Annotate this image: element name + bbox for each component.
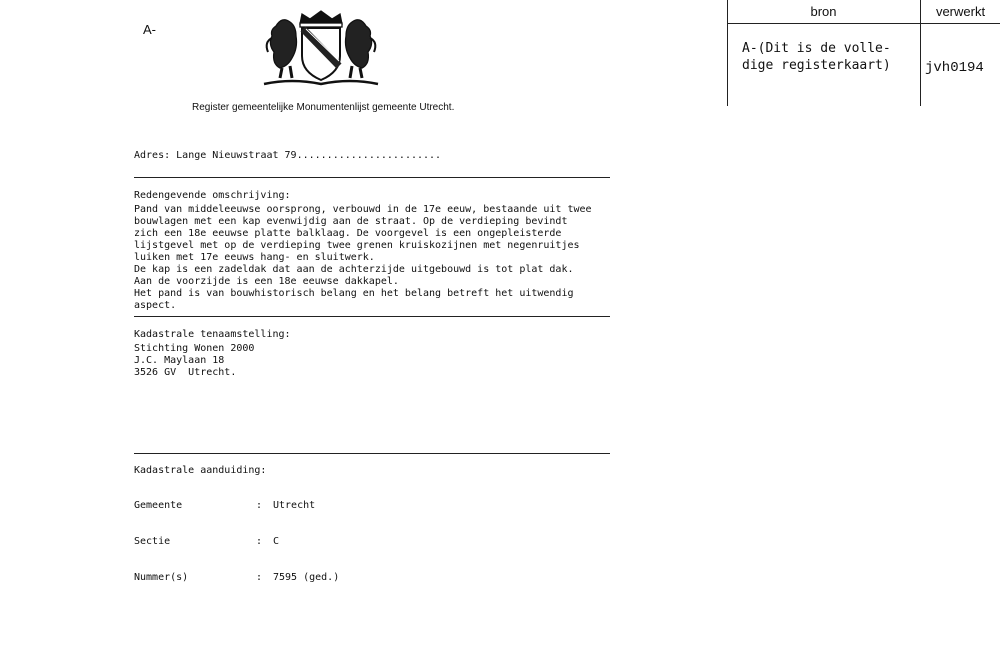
aanduiding-label: Nummer(s)	[134, 572, 189, 583]
bron-line: A-(Dit is de volle-	[742, 41, 891, 56]
adres-dots: ........................	[296, 150, 442, 161]
aanduiding-colon: :	[256, 536, 263, 547]
tenaamstelling-line: Stichting Wonen 2000	[134, 343, 255, 354]
omschrijving-line: luiken met 17e eeuws hang- en sluitwerk.	[134, 252, 375, 263]
omschrijving-line: De kap is een zadeldak dat aan de achterzijde uitgebouwd is tot plat dak.	[134, 264, 574, 275]
omschrijving-line: Pand van middeleeuwse oorsprong, verbouwd in de 17e eeuw, bestaande uit twee	[134, 204, 592, 215]
omschrijving-line: Het pand is van bouwhistorisch belang en het belang betreft het uitwendig	[134, 288, 574, 299]
divider	[134, 453, 610, 454]
bron-line: dige registerkaart)	[742, 58, 891, 73]
aanduiding-row	[134, 572, 339, 584]
aanduiding-label: Sectie	[134, 536, 171, 547]
omschrijving-body	[134, 204, 592, 312]
divider	[134, 177, 610, 178]
bron-value	[742, 40, 891, 74]
tenaamstelling-line: J.C. Maylaan 18	[134, 355, 225, 366]
adres-value: Lange Nieuwstraat 79	[176, 150, 297, 161]
omschrijving-line: aspect.	[134, 300, 177, 311]
aanduiding-table	[134, 476, 339, 596]
omschrijving-line: bouwlagen met een kap evenwijdig aan de straat. Op de verdieping bevindt	[134, 216, 568, 227]
divider	[134, 316, 610, 317]
aanduiding-heading: Kadastrale aanduiding:	[134, 465, 267, 476]
adres-row	[134, 150, 441, 162]
aanduiding-colon: :	[256, 572, 263, 583]
verwerkt-header: verwerkt	[935, 4, 986, 19]
aanduiding-value: C	[273, 536, 280, 547]
adres-label: Adres:	[134, 150, 171, 161]
aanduiding-label: Gemeente	[134, 500, 183, 511]
tenaamstelling-body	[134, 343, 254, 379]
aanduiding-row	[134, 536, 339, 548]
page-title: Register gemeentelijke Monumentenlijst gemeente Utrecht.	[192, 102, 455, 113]
bron-header: bron	[810, 4, 837, 19]
tenaamstelling-line: 3526 GV Utrecht.	[134, 367, 237, 378]
aanduiding-colon: :	[256, 500, 263, 511]
omschrijving-line: lijstgevel met op de verdieping twee grenen kruiskozijnen met negenruitjes	[134, 240, 580, 251]
coat-of-arms-icon	[262, 8, 380, 88]
verwerkt-value: jvh0194	[925, 60, 984, 76]
omschrijving-line: Aan de voorzijde is een 18e eeuwse dakkapel.	[134, 276, 399, 287]
tenaamstelling-heading: Kadastrale tenaamstelling:	[134, 329, 291, 340]
register-marker: A-	[143, 22, 156, 37]
aanduiding-value: 7595 (ged.)	[273, 572, 340, 583]
aanduiding-row	[134, 500, 339, 512]
omschrijving-heading: Redengevende omschrijving:	[134, 190, 291, 201]
aanduiding-value: Utrecht	[273, 500, 316, 511]
omschrijving-line: zich een 18e eeuwse platte balklaag. De voorgevel is een ongepleisterde	[134, 228, 562, 239]
box-header-line	[727, 23, 1000, 24]
